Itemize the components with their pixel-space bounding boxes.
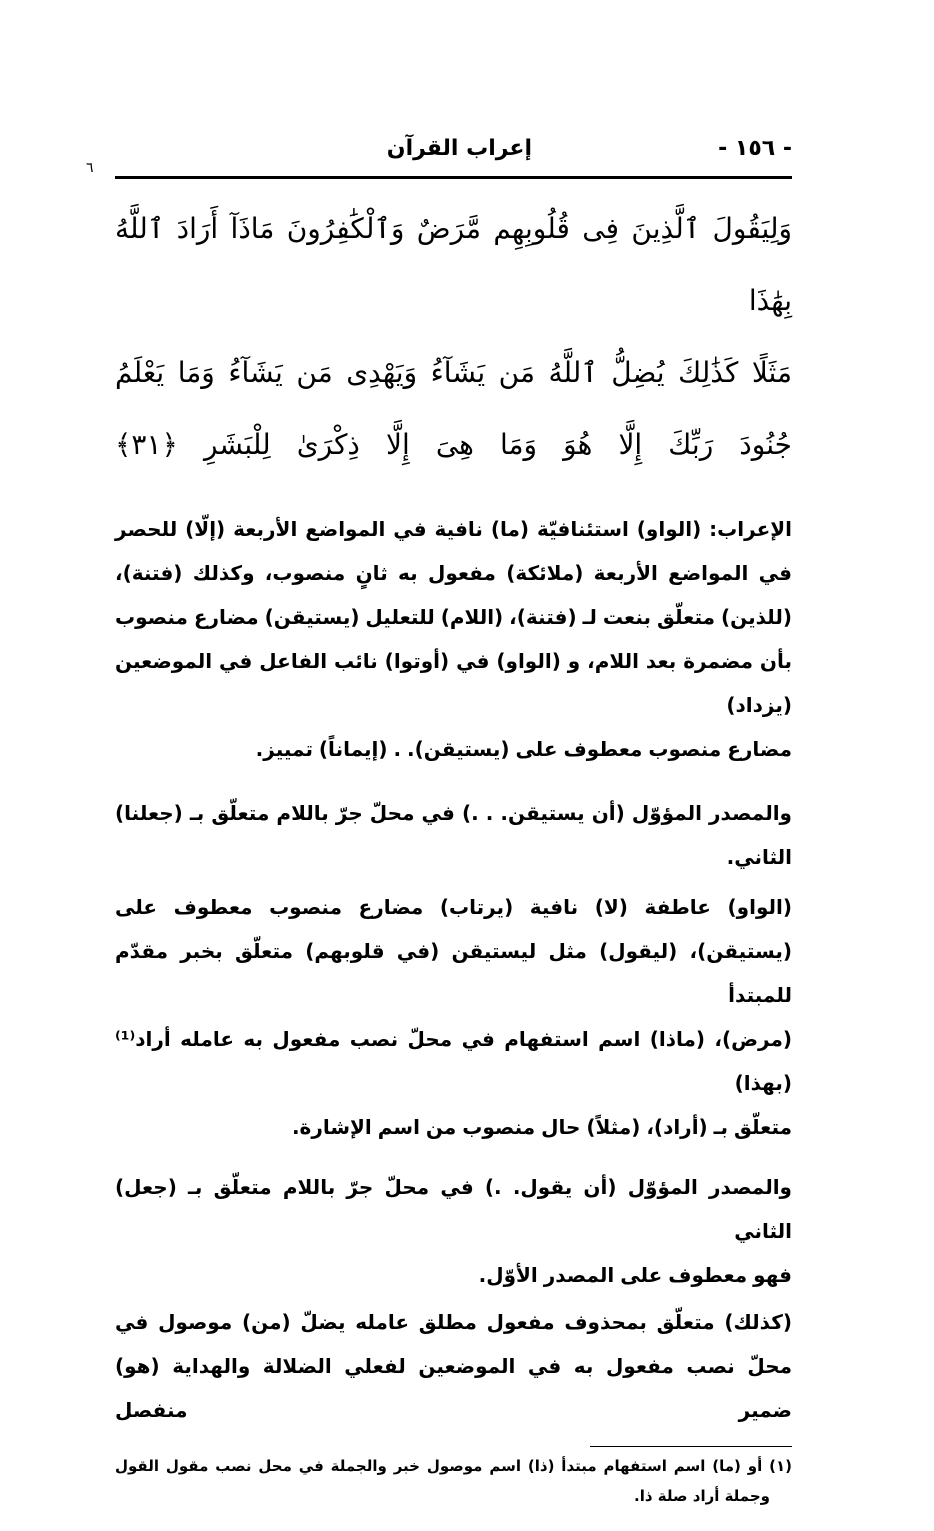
verse-line: جُنُودَ رَبِّكَ إِلَّا هُوَ وَمَا هِىَ إِلَّا ذِكْرَىٰ لِلْبَشَرِ ﴿٣١﴾ [115, 428, 792, 461]
text-line: (الواو) عاطفة (لا) نافية (يرتاب) مضارع منصوب معطوف على [115, 895, 792, 919]
quran-verse [115, 193, 792, 481]
header-rule [115, 176, 792, 179]
text-line: محلّ نصب مفعول به في الموضعين لفعلي الضلالة والهداية (هو) ضمير منفصل [115, 1354, 792, 1422]
footnote [115, 1451, 792, 1531]
footnote-rule [590, 1446, 792, 1447]
text-line: في المواضع الأربعة (ملائكة) مفعول به ثانٍ منصوب، وكذلك (فتنة)، [115, 561, 792, 585]
paragraph [115, 1300, 792, 1432]
paragraph [115, 885, 792, 1149]
text-line: (للذين) متعلّق بنعت لـ (فتنة)، (اللام) للتعليل (يستيقن) مضارع منصوب [115, 605, 792, 629]
paragraph [115, 1165, 792, 1297]
page-number: - ١٥٦ - [718, 136, 792, 161]
text-line: الإعراب: (الواو) استئنافيّة (ما) نافية في المواضع الأربعة (إلّا) للحصر [115, 517, 792, 541]
text-line: الثاني. [726, 845, 792, 869]
paragraph [115, 507, 792, 771]
paragraph [115, 791, 792, 879]
text-line: (كذلك) متعلّق بمحذوف مفعول مطلق عامله يضلّ (من) موصول في [115, 1310, 792, 1334]
irab-body [115, 507, 792, 1432]
text-line: (مرض)، (ماذا) اسم استفهام في محلّ نصب مفعول به عامله أراد⁽¹⁾ (بهذا) [115, 1027, 792, 1095]
text-line: والمصدر المؤوّل (أن يستيقن. . .) في محلّ جرّ باللام متعلّق بـ (جعلنا) [115, 801, 792, 825]
verse-line: وَلِيَقُولَ ٱلَّذِينَ فِى قُلُوبِهِم مَّرَضٌ وَٱلْكَٰفِرُونَ مَاذَآ أَرَادَ ٱللَّهُ بِهَٰذَا [115, 212, 792, 317]
verse-line: مَثَلًا كَذَٰلِكَ يُضِلُّ ٱللَّهُ مَن يَشَآءُ وَيَهْدِى مَن يَشَآءُ وَمَا يَعْلَمُ [115, 356, 792, 389]
text-line: (يستيقن)، (ليقول) مثل ليستيقن (في قلوبهم) متعلّق بخبر مقدّم للمبتدأ [115, 939, 792, 1007]
running-title: إعراب القرآن [386, 136, 532, 161]
text-line: فهو معطوف على المصدر الأوّل. [478, 1263, 792, 1287]
text-line: بأن مضمرة بعد اللام، و (الواو) في (أوتوا) نائب الفاعل في الموضعين (يزداد) [115, 649, 792, 717]
page [115, 0, 792, 1531]
text-line: مضارع منصوب معطوف على (يستيقن). . (إيماناً) تمييز. [255, 737, 792, 761]
footnote-line: (١) أو (ما) اسم استفهام مبتدأ (ذا) اسم موصول خبر والجملة في محل نصب مقول القول [115, 1457, 792, 1475]
corner-mark: ٦ [86, 160, 94, 176]
text-line: والمصدر المؤوّل (أن يقول. .) في محلّ جرّ باللام متعلّق بـ (جعل) الثاني [115, 1175, 792, 1243]
text-line: متعلّق بـ (أراد)، (مثلاً) حال منصوب من اسم الإشارة. [291, 1115, 792, 1139]
page-header [115, 136, 792, 176]
footnote-line: وجملة أراد صلة ذا. [634, 1487, 770, 1505]
